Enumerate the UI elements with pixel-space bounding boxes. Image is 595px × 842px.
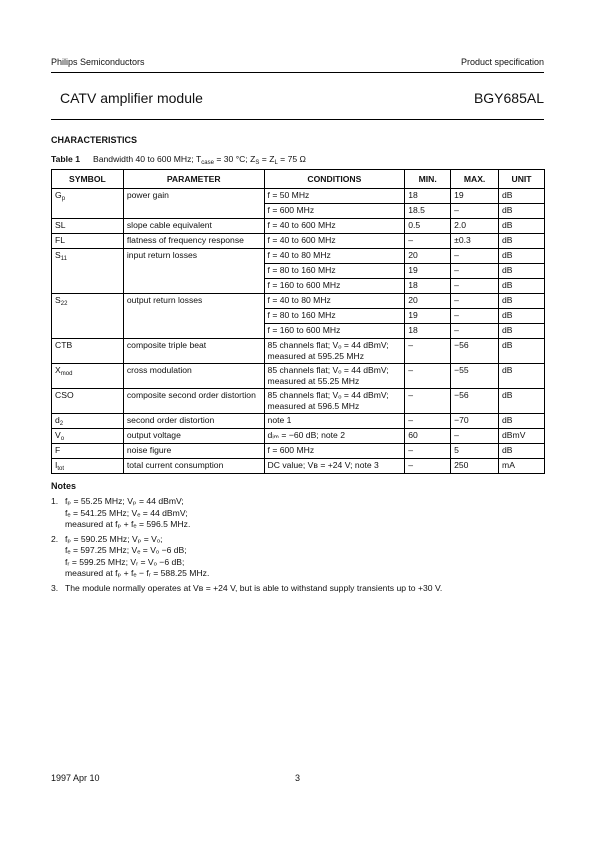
cell-conditions: 85 channels flat; Vₒ = 44 dBmV; measured at 55.25 MHz [264,364,405,389]
header-rule [51,72,544,73]
cell-unit: dB [499,444,545,459]
cell-unit: dB [499,264,545,279]
cell-min: – [405,339,451,364]
cell-min: – [405,389,451,414]
table-header-row [52,170,545,189]
note-line: measured at fₚ + fₑ = 596.5 MHz. [65,519,191,529]
cell-min: 18.5 [405,204,451,219]
symbol-text: CTB [55,340,73,350]
symbol-subscript: 11 [60,256,67,262]
cell-symbol [52,414,124,429]
header-doc-type: Product specification [460,57,544,67]
cell-max: −56 [451,389,499,414]
note-number: 2. [51,533,59,544]
cell-parameter: cross modulation [123,364,264,389]
cell-unit: dB [499,219,545,234]
cell-max: −56 [451,339,499,364]
cell-min: 20 [405,294,451,309]
note-item [51,534,545,580]
note-line: measured at fₚ + fₑ − fᵣ = 588.25 MHz. [65,568,210,578]
symbol-text: d [55,415,60,425]
note-line: fₚ = 55.25 MHz; Vₚ = 44 dBmV; [65,496,184,506]
cell-min: 0.5 [405,219,451,234]
table-row [52,444,545,459]
note-number: 3. [51,582,59,593]
cell-min: 18 [405,189,451,204]
caption-sub-b: S [255,160,260,166]
note-line: fₑ = 597.25 MHz; Vₑ = Vₒ −6 dB; [65,545,187,555]
cell-max: – [451,279,499,294]
table-row [52,294,545,309]
symbol-text: F [55,445,61,455]
cell-conditions: 85 channels flat; Vₒ = 44 dBmV; measured at 596.5 MHz [264,389,405,414]
table-label: Table 1 [51,154,80,164]
cell-parameter: total current consumption [123,459,264,474]
table-row [52,249,545,264]
cell-conditions: f = 40 to 80 MHz [264,249,405,264]
cell-parameter: composite triple beat [123,339,264,364]
cell-conditions: f = 600 MHz [264,444,405,459]
symbol-subscript: mod [60,371,73,377]
page-title: CATV amplifier module [60,90,203,106]
cell-max: ±0.3 [451,234,499,249]
symbol-subscript: 2 [59,421,64,427]
note-body [65,583,442,595]
cell-parameter: output return losses [123,294,264,339]
cell-parameter: composite second order distortion [123,389,264,414]
section-heading: CHARACTERISTICS [51,135,138,145]
table-row [52,189,545,204]
cell-symbol [52,429,124,444]
notes-heading: Notes [51,481,77,491]
title-rule [51,119,544,120]
cell-min: – [405,459,451,474]
cell-unit: dB [499,324,545,339]
col-min: MIN. [405,170,451,189]
cell-symbol [52,444,124,459]
table-caption [51,154,306,164]
caption-sub-a: case [201,160,214,166]
symbol-subscript: 22 [60,301,68,307]
symbol-text: X [55,365,61,375]
cell-symbol [52,389,124,414]
col-symbol: SYMBOL [52,170,124,189]
cell-parameter: output voltage [123,429,264,444]
cell-unit: dB [499,294,545,309]
symbol-text: V [55,430,61,440]
cell-parameter: input return losses [123,249,264,294]
cell-parameter: second order distortion [123,414,264,429]
table-row [52,414,545,429]
note-item [51,583,545,595]
caption-sub-c: L [274,160,278,166]
caption-text-c: = Z [259,154,275,164]
note-line: The module normally operates at Vʙ = +24 V, but is able to withstand supply transients up to +30 V. [65,582,443,593]
cell-symbol [52,219,124,234]
cell-min: 18 [405,279,451,294]
cell-min: 20 [405,249,451,264]
symbol-text: S [55,295,61,305]
cell-min: – [405,414,451,429]
cell-conditions: f = 600 MHz [264,204,405,219]
cell-conditions: f = 80 to 160 MHz [264,264,405,279]
caption-text-d: = 75 Ω [277,154,306,164]
symbol-text: G [55,190,62,200]
cell-unit: dB [499,249,545,264]
characteristics-table [51,169,545,474]
cell-symbol [52,294,124,339]
footer-page-number: 3 [295,773,301,783]
cell-max: 5 [451,444,499,459]
cell-conditions: f = 40 to 600 MHz [264,219,405,234]
cell-max: – [451,204,499,219]
cell-symbol [52,364,124,389]
cell-conditions: f = 40 to 80 MHz [264,294,405,309]
cell-min: 19 [405,264,451,279]
caption-text-a: Bandwidth 40 to 600 MHz; T [93,154,202,164]
note-line: fₑ = 541.25 MHz; Vₑ = 44 dBmV; [65,507,188,518]
symbol-subscript: p [61,196,66,202]
symbol-subscript: tot [57,466,65,472]
note-line: fᵣ = 599.25 MHz; Vᵣ = Vₒ −6 dB; [65,556,185,567]
cell-max: – [451,294,499,309]
col-conditions: CONDITIONS [264,170,405,189]
cell-conditions: f = 160 to 600 MHz [264,324,405,339]
cell-min: – [405,234,451,249]
cell-max: 250 [451,459,499,474]
cell-parameter: noise figure [123,444,264,459]
symbol-text: SL [55,220,66,230]
cell-unit: dB [499,234,545,249]
cell-max: – [451,429,499,444]
cell-unit: dB [499,414,545,429]
cell-unit: dB [499,309,545,324]
note-body [65,534,209,580]
table-row [52,429,545,444]
cell-max: – [451,249,499,264]
cell-max: – [451,324,499,339]
note-line: fₚ = 590.25 MHz; Vₚ = Vₒ; [65,533,163,544]
cell-unit: dB [499,279,545,294]
col-parameter: PARAMETER [123,170,264,189]
cell-max: – [451,309,499,324]
cell-unit: dB [499,364,545,389]
cell-max: – [451,264,499,279]
cell-parameter: flatness of frequency response [123,234,264,249]
cell-parameter: power gain [123,189,264,219]
table-row [52,364,545,389]
cell-symbol [52,249,124,294]
table-row [52,459,545,474]
note-item [51,496,545,531]
cell-symbol [52,189,124,219]
cell-min: – [405,444,451,459]
notes-list [51,496,545,597]
caption-text-b: = 30 °C; Z [213,154,256,164]
table-row [52,339,545,364]
cell-parameter: slope cable equivalent [123,219,264,234]
cell-min: – [405,364,451,389]
cell-max: 2.0 [451,219,499,234]
table-row [52,234,545,249]
col-unit: UNIT [499,170,545,189]
cell-symbol [52,459,124,474]
cell-unit: dBmV [499,429,545,444]
cell-unit: dB [499,389,545,414]
table-row [52,219,545,234]
table-row [52,389,545,414]
cell-unit: dB [499,339,545,364]
cell-min: 18 [405,324,451,339]
cell-min: 60 [405,429,451,444]
col-max: MAX. [451,170,499,189]
cell-conditions: 85 channels flat; Vₒ = 44 dBmV; measured at 595.25 MHz [264,339,405,364]
cell-conditions: DC value; Vʙ = +24 V; note 3 [264,459,405,474]
symbol-text: I [55,460,58,470]
cell-conditions: f = 40 to 600 MHz [264,234,405,249]
cell-max: −55 [451,364,499,389]
cell-conditions: f = 160 to 600 MHz [264,279,405,294]
cell-conditions: f = 50 MHz [264,189,405,204]
note-number: 1. [51,496,59,506]
symbol-text: S [55,250,61,260]
cell-conditions: f = 80 to 160 MHz [264,309,405,324]
symbol-text: CSO [55,390,74,400]
cell-symbol [52,339,124,364]
cell-symbol [52,234,124,249]
footer-date: 1997 Apr 10 [51,773,100,783]
part-number: BGY685AL [473,90,544,106]
header-company: Philips Semiconductors [51,57,145,67]
note-body [65,496,190,531]
cell-unit: dB [499,204,545,219]
cell-conditions: dᵢₘ = −60 dB; note 2 [264,429,405,444]
cell-unit: mA [499,459,545,474]
cell-min: 19 [405,309,451,324]
symbol-subscript: o [60,436,65,442]
symbol-text: FL [55,235,66,245]
cell-max: 19 [451,189,499,204]
cell-unit: dB [499,189,545,204]
cell-max: −70 [451,414,499,429]
cell-conditions: note 1 [264,414,405,429]
